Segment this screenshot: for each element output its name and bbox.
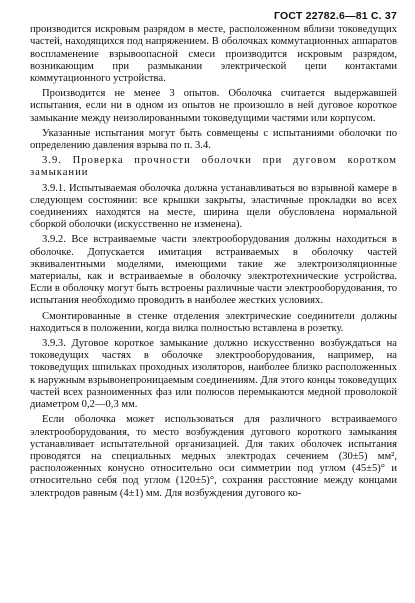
paragraph-3-9-3: 3.9.3. Дуговое короткое замыкание должно искусственно возбуждаться на токоведущих частях в оболочке электрооборудования, например, на токоведущих шпильках проходных изоляторов, наиболее близко расположенных к наружным взрывонепроницаемым соединениям. Для этого концы токоведущих частей всех разноименных фаз или полюсов перемыкаются медной проволокой диаметром 0,2—0,3 мм. <box>30 338 397 411</box>
paragraph-continuation: производится искровым разрядом в месте, расположенном вблизи токоведущих частей, находящихся под напряжением. В оболочках коммутационных аппаратов воспламенение взрывоопасной смеси производится искровым разрядом, возникающим при размыкании электрической цепи контактами коммутационного устройства. <box>30 24 397 85</box>
paragraph-3-9-1: 3.9.1. Испытываемая оболочка должна устанавливаться во взрывной камере в следующем состоянии: все крышки закрыты, эластичные прокладки во всех соединениях находятся на месте, ширина щели обусловлена нормальной сборкой оболочки (искусственно не изменена). <box>30 182 397 231</box>
section-heading-3-9: 3.9. Проверка прочности оболочки при дуговом коротком замыкании <box>30 155 397 179</box>
paragraph-test-count: Производится не менее 3 опытов. Оболочка считается выдержавшей испытания, если ни в одном из опытов не произошло в ней дуговое короткое замыкание между неизолированными токоведущими частями или корпусом. <box>30 88 397 124</box>
paragraph-connectors: Смонтированные в стенке отделения электрические соединители должны находиться в положении, когда вилка полностью вставлена в розетку. <box>30 310 397 334</box>
paragraph-electrodes: Если оболочка может использоваться для различного встраиваемого электрооборудования, то место возбуждения дугового короткого замыкания устанавливает испытательной организацией. Для таких оболочек испытания проводятся на специальных медных электродах сечением (30±5) мм², расположенных конусно относительно оси симметрии под углом (45±5)° и относительно себя под углом (120±5)°, сохраняя расстояние между концами электродов равным (4±1) мм. Для возбуждения дугового ко- <box>30 414 397 499</box>
paragraph-3-9-2: 3.9.2. Все встраиваемые части электрооборудования должны находиться в оболочке. Допускается имитация встраиваемых в оболочку частей эквивалентными моделями, имеющими такие же электроизоляционные материалы, как и встраиваемые в оболочку электротехнические устройства. Если в оболочку могут быть встроены различные части электрооборудования, то испытания необходимо проводить в наиболее жестких условиях. <box>30 234 397 307</box>
paragraph-combined-tests: Указанные испытания могут быть совмещены с испытаниями оболочки по определению давления взрыва по п. 3.4. <box>30 127 397 152</box>
page-header: ГОСТ 22782.6—81 С. 37 <box>274 10 397 22</box>
document-page <box>30 10 397 503</box>
